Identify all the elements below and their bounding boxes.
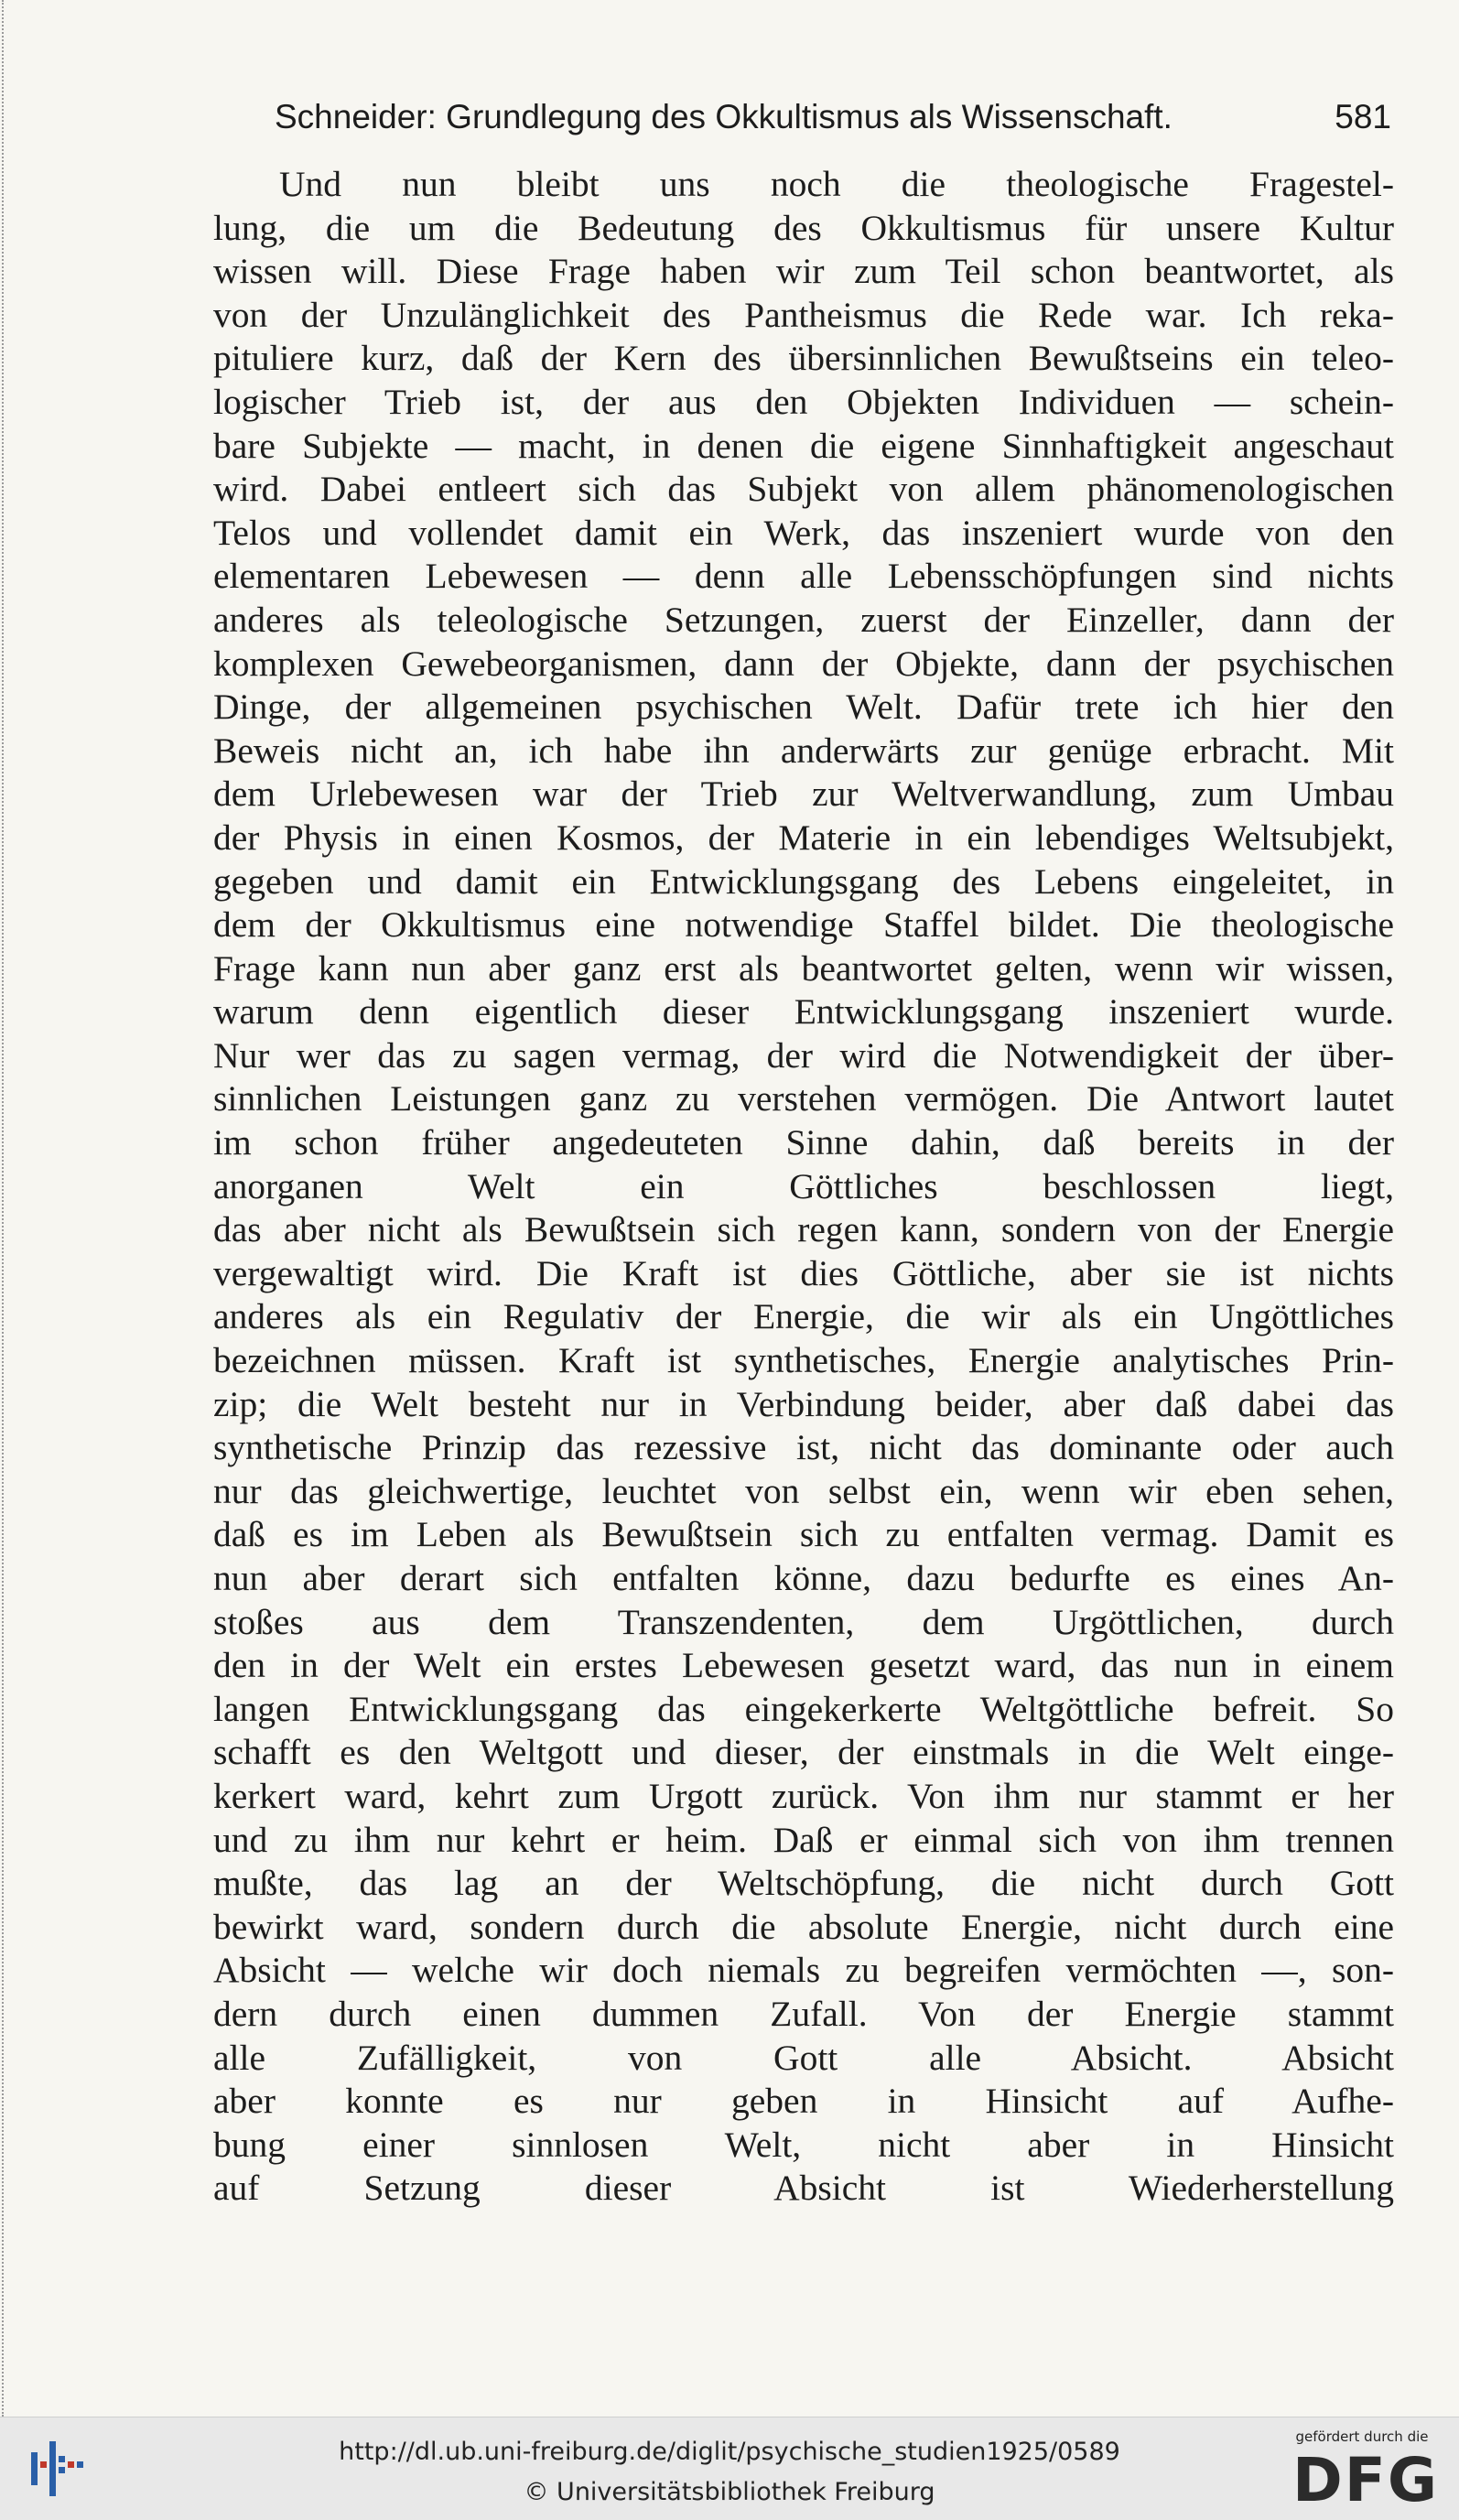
page-number: 581 xyxy=(1335,98,1391,135)
text-line: vergewaltigt wird. Die Kraft ist dies Göttliche, aber sie ist nichts xyxy=(213,1252,1394,1293)
text-line: daß es im Leben als Bewußtsein sich zu entfalten vermag. Damit es xyxy=(213,1514,1394,1555)
running-head-title: Schneider: Grundlegung des Okkultismus als Wissenschaft. xyxy=(275,98,1173,135)
text-line: schafft es den Weltgott und dieser, der einstmals in die Welt einge- xyxy=(213,1732,1394,1773)
text-line: nur das gleichwertige, leuchtet von selbst ein, wenn wir eben sehen, xyxy=(213,1470,1394,1511)
text-line: alle Zufälligkeit, von Gott alle Absicht. Absicht xyxy=(213,2037,1394,2078)
text-line: dem der Okkultismus eine notwendige Staffel bildet. Die theologische xyxy=(213,904,1394,946)
text-line: bewirkt ward, sondern durch die absolute Energie, nicht durch eine xyxy=(213,1906,1394,1947)
text-line: Beweis nicht an, ich habe ihn anderwärts zur genüge erbracht. Mit xyxy=(213,730,1394,771)
text-line: Dinge, der allgemeinen psychischen Welt. Dafür trete ich hier den xyxy=(213,687,1394,728)
permalink-url[interactable]: http://dl.ub.uni-freiburg.de/diglit/psychische_studien1925/0589 xyxy=(339,2438,1120,2466)
text-line: anderes als ein Regulativ der Energie, die wir als ein Ungöttliches xyxy=(213,1296,1394,1337)
running-head xyxy=(275,90,1391,145)
text-line: dern durch einen dummen Zufall. Von der Energie stammt xyxy=(213,1993,1394,2034)
copyright-notice: © Universitätsbibliothek Freiburg xyxy=(524,2478,935,2506)
text-line: wissen will. Diese Frage haben wir zum Teil schon beantwortet, als xyxy=(213,251,1394,292)
text-line: aber konnte es nur geben in Hinsicht auf Aufhe- xyxy=(213,2081,1394,2122)
dfg-logo-text: DFG xyxy=(1292,2445,1440,2515)
footer-bar xyxy=(0,2417,1459,2520)
body-text xyxy=(213,163,1394,2211)
dfg-funding-logo xyxy=(1285,2428,1439,2513)
text-line: bezeichnen müssen. Kraft ist synthetisches, Energie analytisches Prin- xyxy=(213,1340,1394,1381)
text-line: gegeben und damit ein Entwicklungsgang des Lebens eingeleitet, in xyxy=(213,860,1394,902)
text-line: elementaren Lebewesen — denn alle Lebensschöpfungen sind nichts xyxy=(213,556,1394,597)
text-line: logischer Trieb ist, der aus den Objekten Individuen — schein- xyxy=(213,381,1394,422)
text-line: Frage kann nun aber ganz erst als beantwortet gelten, wenn wir wissen, xyxy=(213,947,1394,989)
text-line: pituliere kurz, daß der Kern des übersinnlichen Bewußtseins ein teleo- xyxy=(213,338,1394,379)
text-line: das aber nicht als Bewußtsein sich regen kann, sondern von der Energie xyxy=(213,1209,1394,1250)
text-line: warum denn eigentlich dieser Entwicklungsgang inszeniert wurde. xyxy=(213,991,1394,1033)
text-line: synthetische Prinzip das rezessive ist, nicht das dominante oder auch xyxy=(213,1427,1394,1468)
text-line: Telos und vollendet damit ein Werk, das inszeniert wurde von den xyxy=(213,512,1394,553)
text-line: anorganen Welt ein Göttliches beschlossen liegt, xyxy=(213,1165,1394,1206)
text-line: zip; die Welt besteht nur in Verbindung beider, aber daß dabei das xyxy=(213,1383,1394,1424)
page-edge-marks xyxy=(2,0,16,2417)
text-line: den in der Welt ein erstes Lebewesen gesetzt ward, das nun in einem xyxy=(213,1645,1394,1686)
text-line: und zu ihm nur kehrt er heim. Daß er einmal sich von ihm trennen xyxy=(213,1819,1394,1860)
text-line: anderes als teleologische Setzungen, zuerst der Einzeller, dann der xyxy=(213,599,1394,640)
text-line: dem Urlebewesen war der Trieb zur Weltverwandlung, zum Umbau xyxy=(213,773,1394,815)
text-line: langen Entwicklungsgang das eingekerkerte Weltgöttliche befreit. So xyxy=(213,1688,1394,1729)
text-line: von der Unzulänglichkeit des Pantheismus die Rede war. Ich reka- xyxy=(213,294,1394,335)
text-line: bare Subjekte — macht, in denen die eigene Sinnhaftigkeit angeschaut xyxy=(213,425,1394,466)
text-line: auf Setzung dieser Absicht ist Wiederherstellung xyxy=(213,2168,1394,2209)
text-line: kerkert ward, kehrt zum Urgott zurück. Von ihm nur stammt er her xyxy=(213,1775,1394,1816)
text-line: sinnlichen Leistungen ganz zu verstehen vermögen. Die Antwort lautet xyxy=(213,1078,1394,1119)
text-line: nun aber derart sich entfalten könne, dazu bedurfte es eines An- xyxy=(213,1558,1394,1598)
text-line: lung, die um die Bedeutung des Okkultismus für unsere Kultur xyxy=(213,207,1394,248)
text-line: Und nun bleibt uns noch die theologische Fragestel- xyxy=(279,164,1394,204)
text-line: bung einer sinnlosen Welt, nicht aber in Hinsicht xyxy=(213,2124,1394,2165)
text-line: Nur wer das zu sagen vermag, der wird die Notwendigkeit der über- xyxy=(213,1034,1394,1076)
text-line: komplexen Gewebeorganismen, dann der Objekte, dann der psychischen xyxy=(213,643,1394,684)
text-line: der Physis in einen Kosmos, der Materie in ein lebendiges Weltsubjekt, xyxy=(213,817,1394,858)
text-line: Absicht — welche wir doch niemals zu begreifen vermöchten —, son- xyxy=(213,1950,1394,1991)
dfg-caption: gefördert durch die xyxy=(1295,2428,1429,2445)
text-line: wird. Dabei entleert sich das Subjekt von allem phänomenologischen xyxy=(213,469,1394,510)
text-line: im schon früher angedeuteten Sinne dahin, daß bereits in der xyxy=(213,1122,1394,1163)
text-line: mußte, das lag an der Weltschöpfung, die nicht durch Gott xyxy=(213,1863,1394,1904)
text-line: stoßes aus dem Transzendenten, dem Urgöttlichen, durch xyxy=(213,1601,1394,1642)
